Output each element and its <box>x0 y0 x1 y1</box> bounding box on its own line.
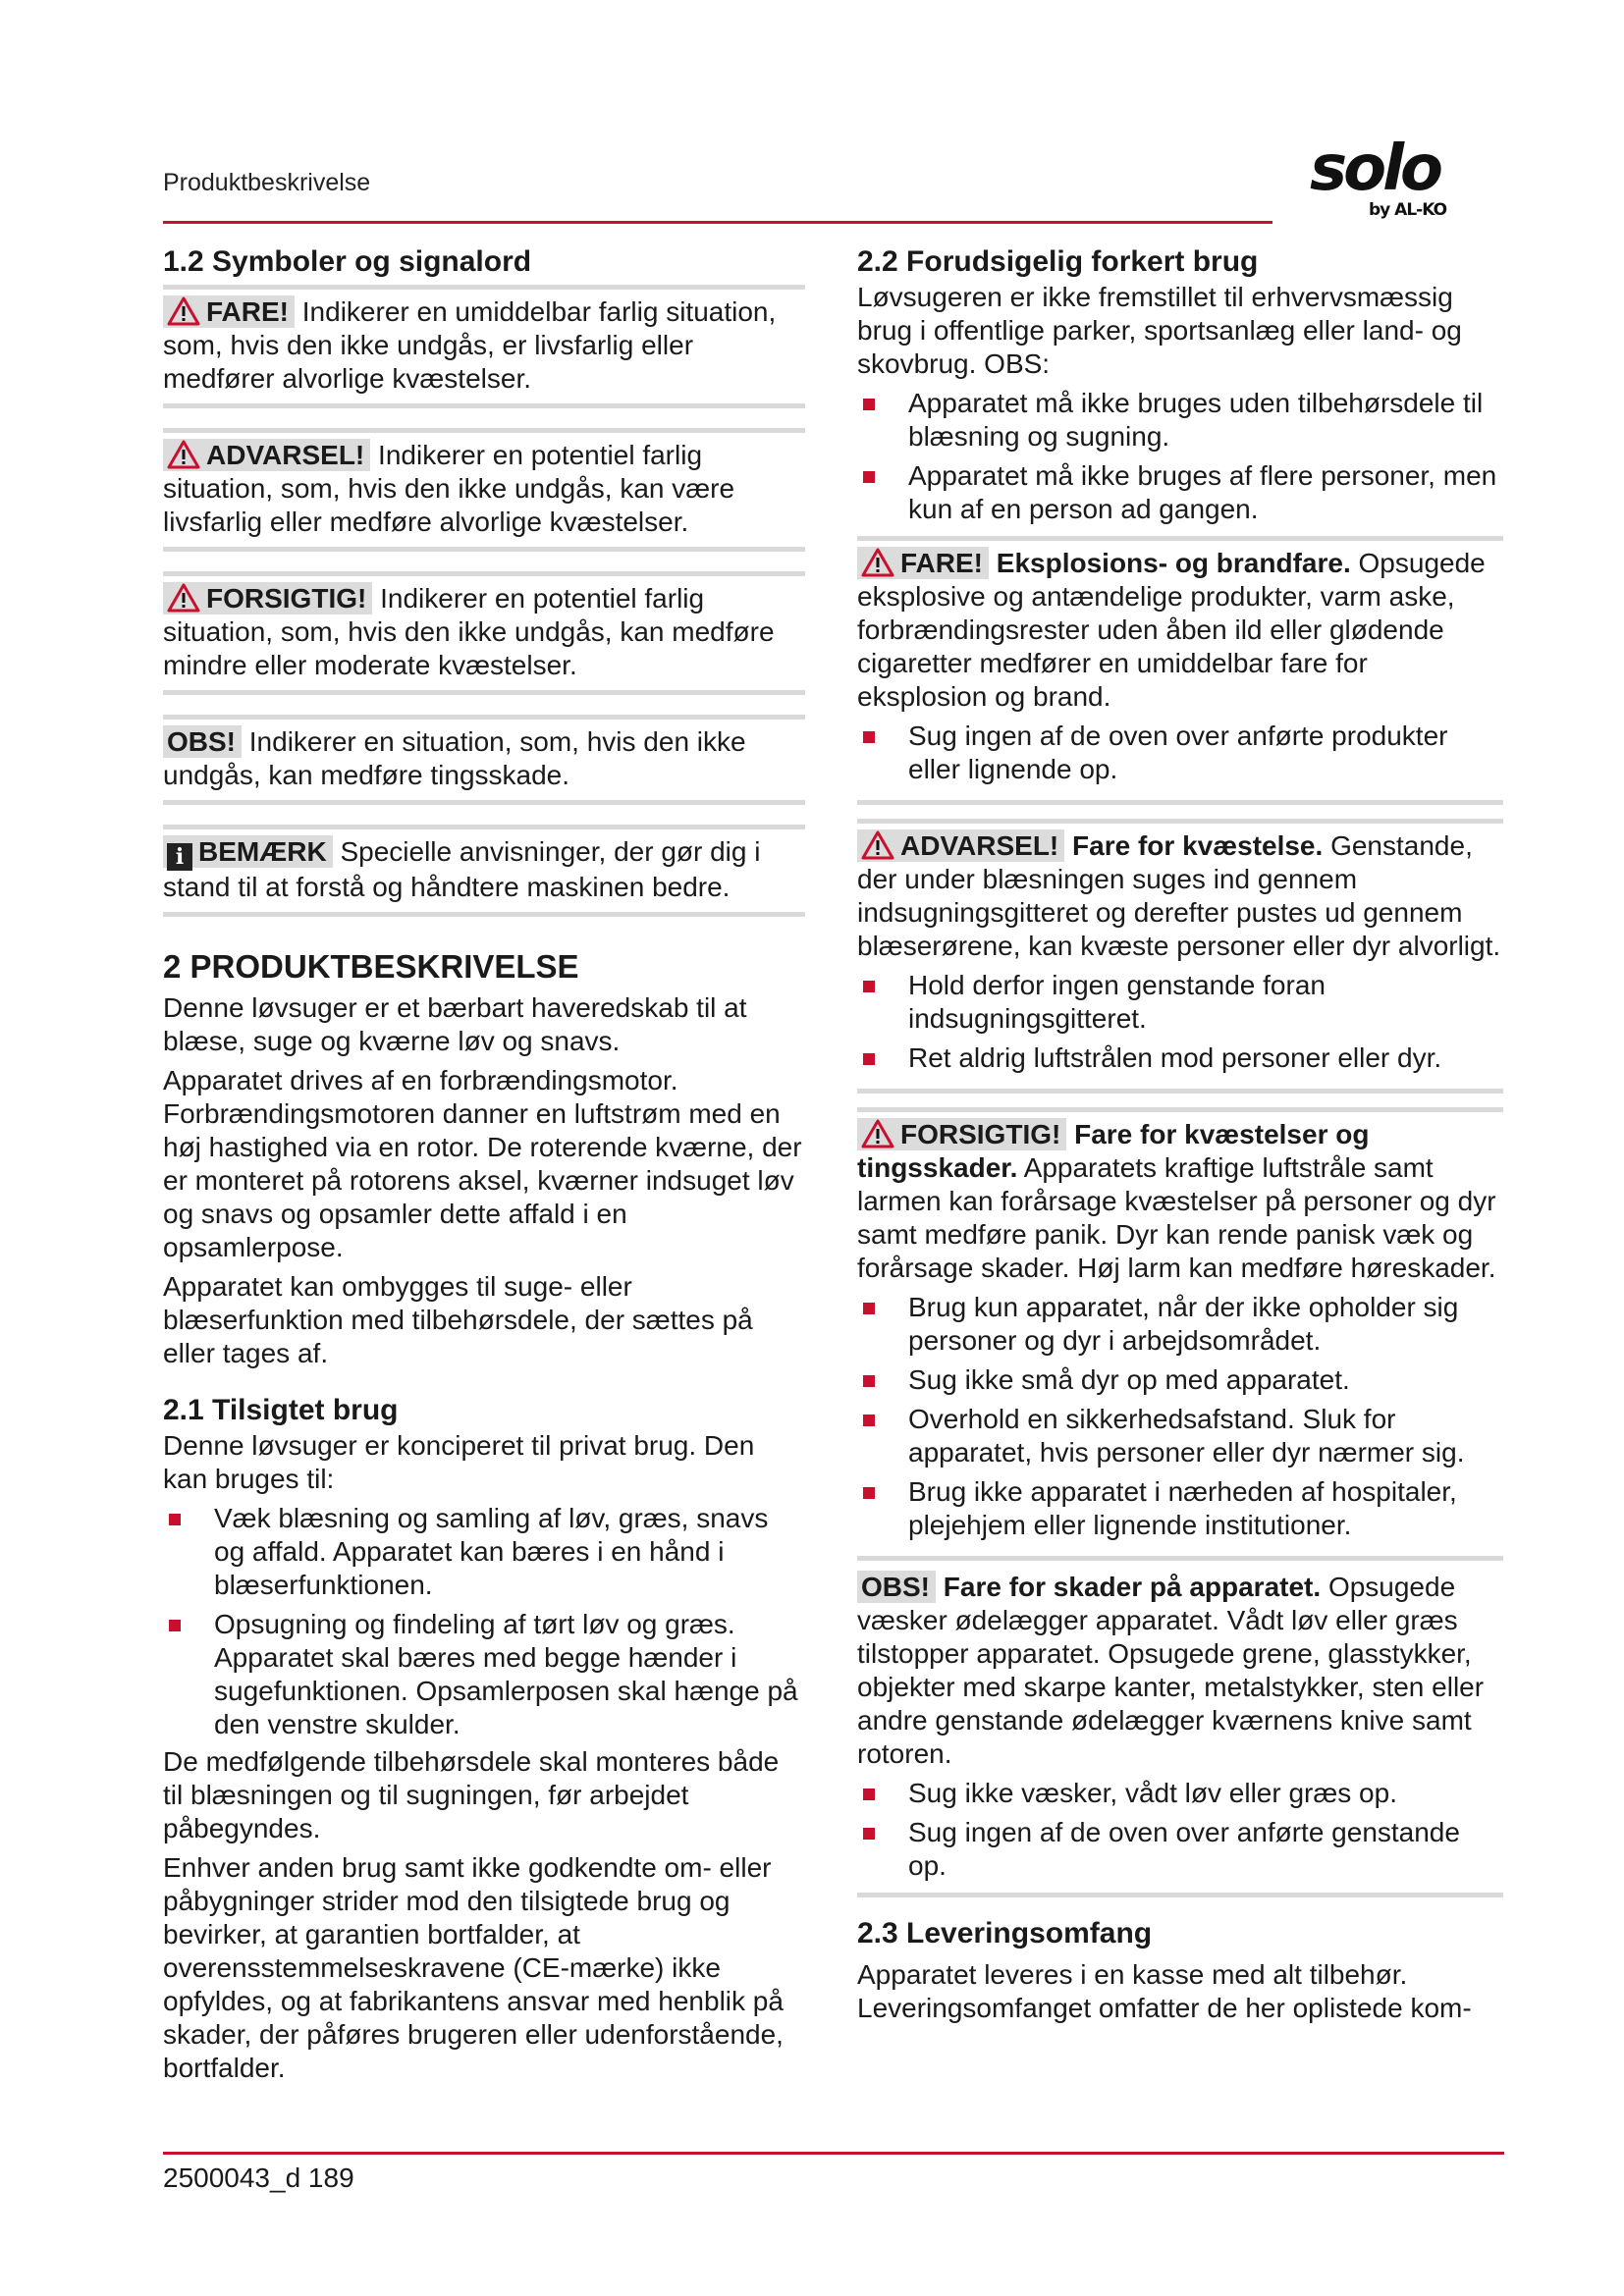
warning-triangle-icon <box>167 440 200 469</box>
info-icon: i <box>167 843 192 871</box>
warning-triangle-icon <box>167 296 200 326</box>
notice-text: Opsugede væsker ødelægger apparatet. Vådt løv eller græs tilstopper apparatet. Opsugede grene, glasstykker, objekter med skarpe kanter, metalstykker, sten eller andre genstande ødelægger kværnens knive samt rotoren. <box>857 1572 1485 1769</box>
list-item: Opsugning og findeling af tørt løv og græs. Apparatet skal bæres med begge hænder i sugefunktionen. Opsamlerposen skal hænge på den venstre skulder. <box>163 1608 805 1741</box>
signal-text: Specielle anvisninger, der gør dig i stand til at forstå og håndtere maskinen bedre. <box>163 836 761 902</box>
heading-1-2: 1.2 Symboler og signalord <box>163 245 532 278</box>
warning-label: FORSIGTIG! <box>900 1119 1061 1149</box>
signal-fare <box>163 285 805 408</box>
bullet-list <box>857 720 1503 786</box>
list-item: Apparatet må ikke bruges af flere personer, men kun af en person ad gangen. <box>857 459 1503 526</box>
list-item: Apparatet må ikke bruges uden tilbehørsdele til blæsning og sugning. <box>857 387 1503 454</box>
bullet-list <box>857 1777 1503 1883</box>
left-column <box>163 243 805 2085</box>
notice-obs <box>857 1571 1503 1883</box>
signal-text: Indikerer en situation, som, hvis den ikke undgås, kan medføre tingsskade. <box>163 726 746 790</box>
signal-text: Indikerer en potentiel farlig situation, som, hvis den ikke undgås, kan være livsfarlig eller medføre alvorlige kvæstelser. <box>163 440 735 537</box>
signal-obs <box>163 715 805 805</box>
paragraph: Enhver anden brug samt ikke godkendte om- eller påbygninger strider mod den tilsigtede brug og bevirker, at garantien bortfalder, at overensstemmelseskravene (CE-mærke) ikke opfyldes, og at fabrikantens ansvar med henblik på skader, der påføres brugeren eller udenforstående, bortfalder. <box>163 1852 784 2083</box>
warning-title: Fare for kvæstelser og tingsskader. <box>857 1119 1370 1183</box>
paragraph: De medfølgende tilbehørsdele skal monteres både til blæsningen og til sugningen, før arbejdet påbegyndes. <box>163 1746 780 1843</box>
list-item: Sug ingen af de oven over anførte genstande op. <box>857 1816 1503 1883</box>
paragraph: Denne løvsuger er et bærbart haveredskab til at blæse, suge og kværne løv og snavs. <box>163 992 747 1056</box>
notice-label: OBS! <box>857 1571 936 1603</box>
heading-2-1: 2.1 Tilsigtet brug <box>163 1394 399 1426</box>
list-item: Hold derfor ingen genstande foran indsugningsgitteret. <box>857 969 1503 1036</box>
warning-triangle-icon <box>861 548 894 577</box>
signal-label: ADVARSEL! <box>206 440 365 470</box>
brand-logo <box>1310 133 1467 228</box>
paragraph: Apparatet drives af en forbrændingsmotor. Forbrændingsmotoren danner en luftstrøm med en høj hastighed via en rotor. De roterende kværne, der er monteret på rotorens aksel, kværner indsuget løv og snavs og opsamler dette affald i en opsamlerpose. <box>163 1065 802 1262</box>
paragraph: Apparatet leveres i en kasse med alt tilbehør. Leveringsomfanget omfatter de her oplistede kom- <box>857 1959 1472 2023</box>
list-item: Sug ikke væsker, vådt løv eller græs op. <box>857 1777 1503 1810</box>
warning-title: Fare for kvæstelse. <box>1072 830 1324 861</box>
logo-wordmark: solo <box>1310 133 1439 205</box>
notice-title: Fare for skader på apparatet. <box>943 1572 1322 1602</box>
paragraph: Apparatet kan ombygges til suge- eller blæserfunktion med tilbehørsdele, der sættes på eller tages af. <box>163 1271 753 1368</box>
bullet-list <box>163 1502 805 1741</box>
heading-2: 2 PRODUKTBESKRIVELSE <box>163 948 579 985</box>
paragraph: Denne løvsuger er konciperet til privat brug. Den kan bruges til: <box>163 1430 755 1494</box>
logo-subline: by AL-KO <box>1369 200 1447 220</box>
header-rule <box>163 221 1272 224</box>
paragraph: Løvsugeren er ikke fremstillet til erhvervsmæssig brug i offentlige parker, sportsanlæg eller land- og skovbrug. OBS: <box>857 282 1462 379</box>
signal-advarsel <box>163 428 805 552</box>
right-column <box>857 243 1503 2025</box>
warning-text: Genstande, der under blæsningen suges ind gennem indsugningsgitteret og derefter pustes ud gennem blæserørene, kan kvæste personer eller dyr alvorligt. <box>857 830 1501 961</box>
bullet-list <box>857 387 1503 526</box>
list-item: Sug ingen af de oven over anførte produkter eller lignende op. <box>857 720 1503 786</box>
signal-forsigtig <box>163 571 805 695</box>
heading-2-3: 2.3 Leveringsomfang <box>857 1917 1153 1949</box>
signal-bemaerk <box>163 825 805 917</box>
heading-2-2: 2.2 Forudsigelig forkert brug <box>857 245 1259 278</box>
warning-label: FARE! <box>900 548 983 578</box>
signal-label: FARE! <box>206 296 289 327</box>
list-item: Brug kun apparatet, når der ikke opholder sig personer og dyr i arbejdsområdet. <box>857 1291 1503 1358</box>
list-item: Væk blæsning og samling af løv, græs, snavs og affald. Apparatet kan bæres i en hånd i blæserfunktionen. <box>163 1502 805 1602</box>
warning-triangle-icon <box>861 830 894 860</box>
warning-triangle-icon <box>861 1119 894 1148</box>
warning-title: Eksplosions- og brandfare. <box>996 548 1351 578</box>
page-number: 2500043_d 189 <box>163 2163 354 2193</box>
list-item: Sug ikke små dyr op med apparatet. <box>857 1363 1503 1397</box>
warning-text: Opsugede eksplosive og antændelige produkter, varm aske, forbrændingsrester uden åben ild eller glødende cigaretter medfører en umiddelbar fare for eksplosion og brand. <box>857 548 1486 712</box>
bullet-list <box>857 1291 1503 1542</box>
warning-label: ADVARSEL! <box>900 830 1059 861</box>
signal-text: Indikerer en potentiel farlig situation, som, hvis den ikke undgås, kan medføre mindre eller moderate kvæstelser. <box>163 583 775 680</box>
warning-forsigtig <box>857 1107 1503 1550</box>
bullet-list <box>857 969 1503 1075</box>
list-item: Brug ikke apparatet i nærheden af hospitaler, plejehjem eller lignende institutioner. <box>857 1475 1503 1542</box>
signal-label: FORSIGTIG! <box>206 583 367 614</box>
warning-fare <box>857 536 1503 794</box>
warning-text: Apparatets kraftige luftstråle samt larmen kan forårsage kvæstelser på personer og dyr samt medføre panik. Dyr kan rende panisk væk og forårsage skader. Høj larm kan medføre høreskader. <box>857 1152 1496 1283</box>
signal-label: OBS! <box>163 725 242 758</box>
signal-text: Indikerer en umiddelbar farlig situation, som, hvis den ikke undgås, er livsfarlig eller medfører alvorlige kvæstelser. <box>163 296 777 394</box>
running-header: Produktbeskrivelse <box>163 169 371 196</box>
warning-triangle-icon <box>167 583 200 613</box>
footer-rule <box>163 2152 1504 2155</box>
signal-label: BEMÆRK <box>198 836 327 867</box>
list-item: Ret aldrig luftstrålen mod personer eller dyr. <box>857 1041 1503 1075</box>
list-item: Overhold en sikkerhedsafstand. Sluk for apparatet, hvis personer eller dyr nærmer sig. <box>857 1403 1503 1469</box>
warning-advarsel <box>857 819 1503 1083</box>
